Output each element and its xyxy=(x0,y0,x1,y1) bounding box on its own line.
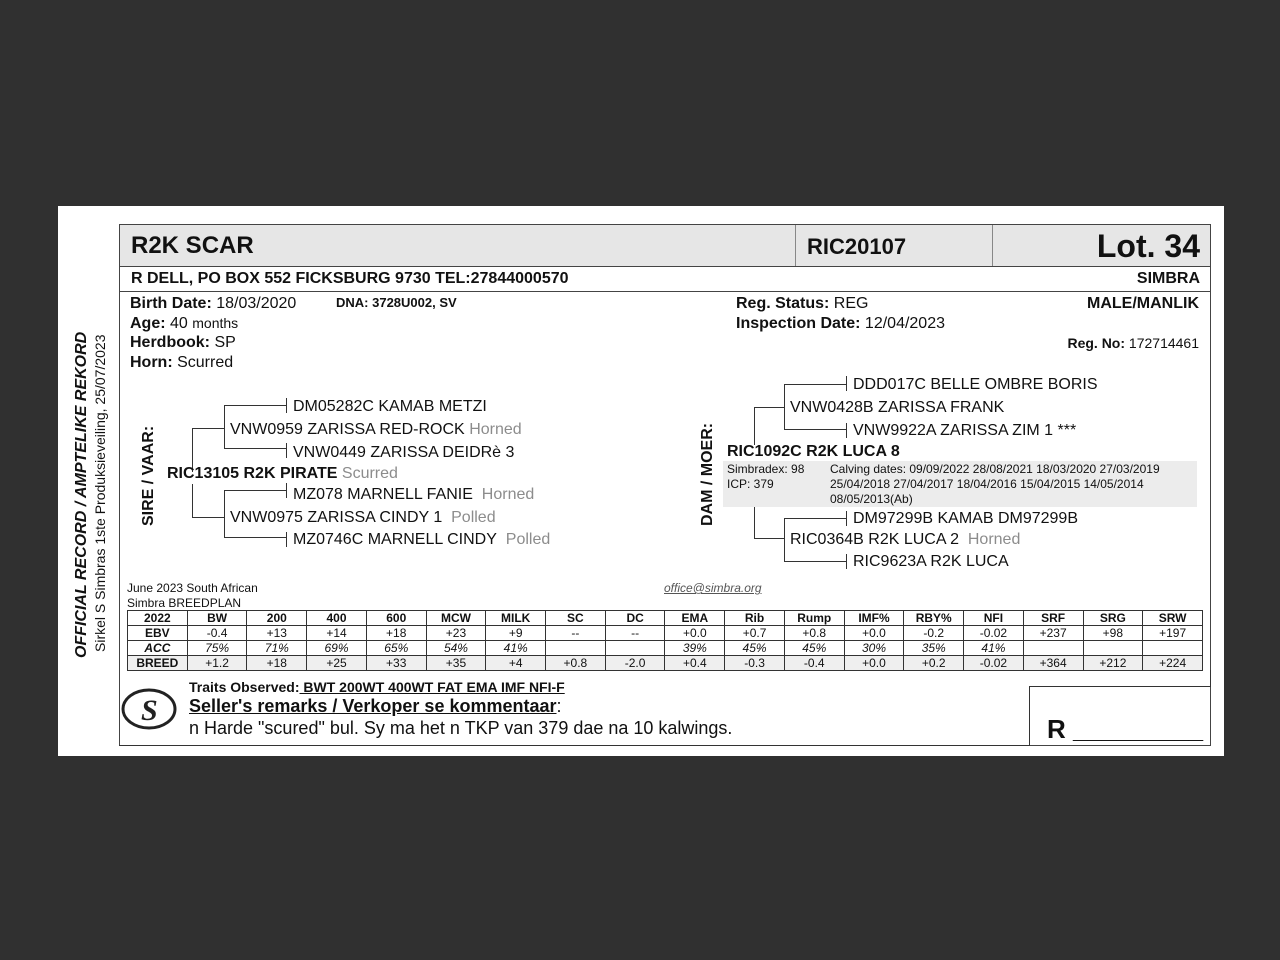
breedplan-cell xyxy=(1023,641,1083,656)
animal-name: R2K SCAR xyxy=(131,232,254,259)
logo-letter: S xyxy=(141,694,158,727)
reg-code: RIC20107 xyxy=(807,234,907,259)
breedplan-cell: +224 xyxy=(1143,656,1203,671)
breedplan-cell: SRW xyxy=(1143,611,1203,626)
breedplan-cell: EBV xyxy=(128,626,188,641)
breedplan-acc-row xyxy=(128,641,1203,656)
breedplan-cell xyxy=(1083,641,1143,656)
sale-info-text: Sirkel S Simbras 1ste Produksieveiling, 25/07/2023 xyxy=(92,334,108,652)
breedplan-cell: 200 xyxy=(247,611,307,626)
breedplan-cell: +18 xyxy=(366,626,426,641)
breedplan-cell: -- xyxy=(546,626,606,641)
breedplan-cell: -0.4 xyxy=(784,656,844,671)
breedplan-cell: +197 xyxy=(1143,626,1203,641)
breedplan-cell: SRG xyxy=(1083,611,1143,626)
breedplan-cell: NFI xyxy=(964,611,1024,626)
breedplan-cell: -0.3 xyxy=(725,656,785,671)
inspection-date: Inspection Date: 12/04/2023 xyxy=(736,315,945,332)
breedplan-cell xyxy=(546,641,606,656)
breedplan-cell: SRF xyxy=(1023,611,1083,626)
breedplan-cell: DC xyxy=(605,611,665,626)
breedplan-cell: SC xyxy=(546,611,606,626)
breedplan-cell: 45% xyxy=(784,641,844,656)
breedplan-cell: +0.7 xyxy=(725,626,785,641)
breedplan-cell: RBY% xyxy=(904,611,964,626)
breedplan-cell: +0.8 xyxy=(546,656,606,671)
birth-date: Birth Date: 18/03/2020 xyxy=(130,295,297,312)
breedplan-cell: +98 xyxy=(1083,626,1143,641)
breedplan-cell: EMA xyxy=(665,611,725,626)
breedplan-cell xyxy=(605,641,665,656)
breed-name: SIMBRA xyxy=(1136,270,1200,287)
breedplan-cell: +0.0 xyxy=(844,656,904,671)
age: Age: 40 months xyxy=(130,315,239,332)
breedplan-cell: 39% xyxy=(665,641,725,656)
breedplan-cell xyxy=(1143,641,1203,656)
breedplan-cell: -- xyxy=(605,626,665,641)
sire-label: SIRE / VAAR: xyxy=(140,425,157,526)
breedplan-cell: +0.8 xyxy=(784,626,844,641)
breedplan-cell: 65% xyxy=(366,641,426,656)
breedplan-cell: Rump xyxy=(784,611,844,626)
breedplan-cell: +237 xyxy=(1023,626,1083,641)
dam-sire-sire: DDD017C BELLE OMBRE BORIS xyxy=(853,376,1098,393)
lot-number: Lot. 34 xyxy=(1096,228,1200,264)
dam-name: RIC1092C R2K LUCA 8 xyxy=(727,443,900,460)
dam-label: DAM / MOER: xyxy=(699,422,716,526)
breedplan-cell: +33 xyxy=(366,656,426,671)
breedplan-cell: +1.2 xyxy=(187,656,247,671)
sire-dam-sire: MZ078 MARNELL FANIE Horned xyxy=(293,486,535,503)
breedplan-cell: 35% xyxy=(904,641,964,656)
price-field[interactable]: R _________ xyxy=(1047,714,1204,744)
reg-status: Reg. Status: REG xyxy=(736,295,869,312)
breedplan-cell: MILK xyxy=(486,611,546,626)
herdbook: Herdbook: SP xyxy=(130,334,236,351)
card-header xyxy=(120,225,1210,267)
traits-observed: Traits Observed: BWT 200WT 400WT FAT EMA IMF NFI-F xyxy=(189,679,565,695)
breedplan-cell: -0.2 xyxy=(904,626,964,641)
breedplan-breed-row xyxy=(128,656,1203,671)
breedplan-cell: +35 xyxy=(426,656,486,671)
breedplan-table xyxy=(127,610,1203,671)
breedplan-cell: Rib xyxy=(725,611,785,626)
breedplan-cell: 54% xyxy=(426,641,486,656)
breedplan-cell: +18 xyxy=(247,656,307,671)
email-link[interactable]: office@simbra.org xyxy=(664,581,762,595)
breedplan-cell: +212 xyxy=(1083,656,1143,671)
breedplan-cell: 30% xyxy=(844,641,904,656)
sire-sire: VNW0959 ZARISSA RED-ROCK Horned xyxy=(230,421,522,438)
sex: MALE/MANLIK xyxy=(1087,295,1199,312)
breedplan-cell: +13 xyxy=(247,626,307,641)
horn: Horn: Scurred xyxy=(130,354,234,371)
owner-row xyxy=(120,267,1210,292)
breedplan-cell: +9 xyxy=(486,626,546,641)
sire-dam-dam: MZ0746C MARNELL CINDY Polled xyxy=(293,531,551,548)
calving-dates-1: Calving dates: 09/09/2022 28/08/2021 18/03/2020 27/03/2019 xyxy=(830,462,1160,476)
breedplan-cell: 75% xyxy=(187,641,247,656)
breedplan-title-1: June 2023 South African xyxy=(127,581,258,595)
breedplan-cell: MCW xyxy=(426,611,486,626)
breedplan-cell: BW xyxy=(187,611,247,626)
dam-dam-dam: RIC9623A R2K LUCA xyxy=(853,553,1009,570)
dam-sire-dam: VNW9922A ZARISSA ZIM 1 *** xyxy=(853,422,1077,439)
owner-address: R DELL, PO BOX 552 FICKSBURG 9730 TEL:27844000570 xyxy=(131,270,569,287)
breedplan-cell: +0.0 xyxy=(844,626,904,641)
calving-dates-3: 08/05/2013(Ab) xyxy=(830,492,913,506)
dam-sire: VNW0428B ZARISSA FRANK xyxy=(790,399,1005,416)
breedplan-cell: 71% xyxy=(247,641,307,656)
breedplan-cell: 2022 xyxy=(128,611,188,626)
breedplan-cell: +25 xyxy=(307,656,367,671)
breedplan-cell: 41% xyxy=(486,641,546,656)
official-record-text: OFFICIAL RECORD / AMPTELIKE REKORD xyxy=(73,331,90,658)
breedplan-cell: ACC xyxy=(128,641,188,656)
breedplan-cell: 45% xyxy=(725,641,785,656)
dam-dam-sire: DM97299B KAMAB DM97299B xyxy=(853,510,1078,527)
simbra-logo-icon xyxy=(120,684,178,734)
breedplan-cell: BREED xyxy=(128,656,188,671)
calving-dates-2: 25/04/2018 27/04/2017 18/04/2016 15/04/2015 14/05/2014 xyxy=(830,477,1144,491)
breedplan-cell: +0.4 xyxy=(665,656,725,671)
breedplan-cell: 69% xyxy=(307,641,367,656)
breedplan-cell: +4 xyxy=(486,656,546,671)
breedplan-cell: 41% xyxy=(964,641,1024,656)
dna-info: DNA: 3728U002, SV xyxy=(336,295,457,310)
sire-sire-dam: VNW0449 ZARISSA DEIDRè 3 xyxy=(293,444,515,461)
breedplan-cell: +0.0 xyxy=(665,626,725,641)
breedplan-cell: +364 xyxy=(1023,656,1083,671)
dam-dam: RIC0364B R2K LUCA 2 Horned xyxy=(790,531,1021,548)
catalogue-sheet xyxy=(58,206,1224,756)
breedplan-header-row xyxy=(128,611,1203,626)
sire-dam: VNW0975 ZARISSA CINDY 1 Polled xyxy=(230,509,496,526)
sire-sire-sire: DM05282C KAMAB METZI xyxy=(293,398,487,415)
breedplan-cell: +23 xyxy=(426,626,486,641)
reg-no: Reg. No: 172714461 xyxy=(1067,335,1199,351)
breedplan-cell: +14 xyxy=(307,626,367,641)
breedplan-cell: +0.2 xyxy=(904,656,964,671)
breedplan-title-2: Simbra BREEDPLAN xyxy=(127,596,242,610)
breedplan-cell: 600 xyxy=(366,611,426,626)
breedplan-cell: -2.0 xyxy=(605,656,665,671)
seller-remarks-heading: Seller's remarks / Verkoper se kommentaar: xyxy=(189,696,562,716)
breedplan-cell: -0.02 xyxy=(964,626,1024,641)
sire-name: RIC13105 R2K PIRATE Scurred xyxy=(167,465,398,482)
breedplan-ebv-row xyxy=(128,626,1203,641)
breedplan-cell: -0.02 xyxy=(964,656,1024,671)
breedplan-cell: IMF% xyxy=(844,611,904,626)
seller-remarks: n Harde "scured" bul. Sy ma het n TKP van 379 dae na 10 kalwings. xyxy=(189,718,733,738)
simbradex: Simbradex: 98 xyxy=(727,462,805,476)
icp: ICP: 379 xyxy=(727,477,774,491)
breedplan-cell: 400 xyxy=(307,611,367,626)
breedplan-cell: -0.4 xyxy=(187,626,247,641)
